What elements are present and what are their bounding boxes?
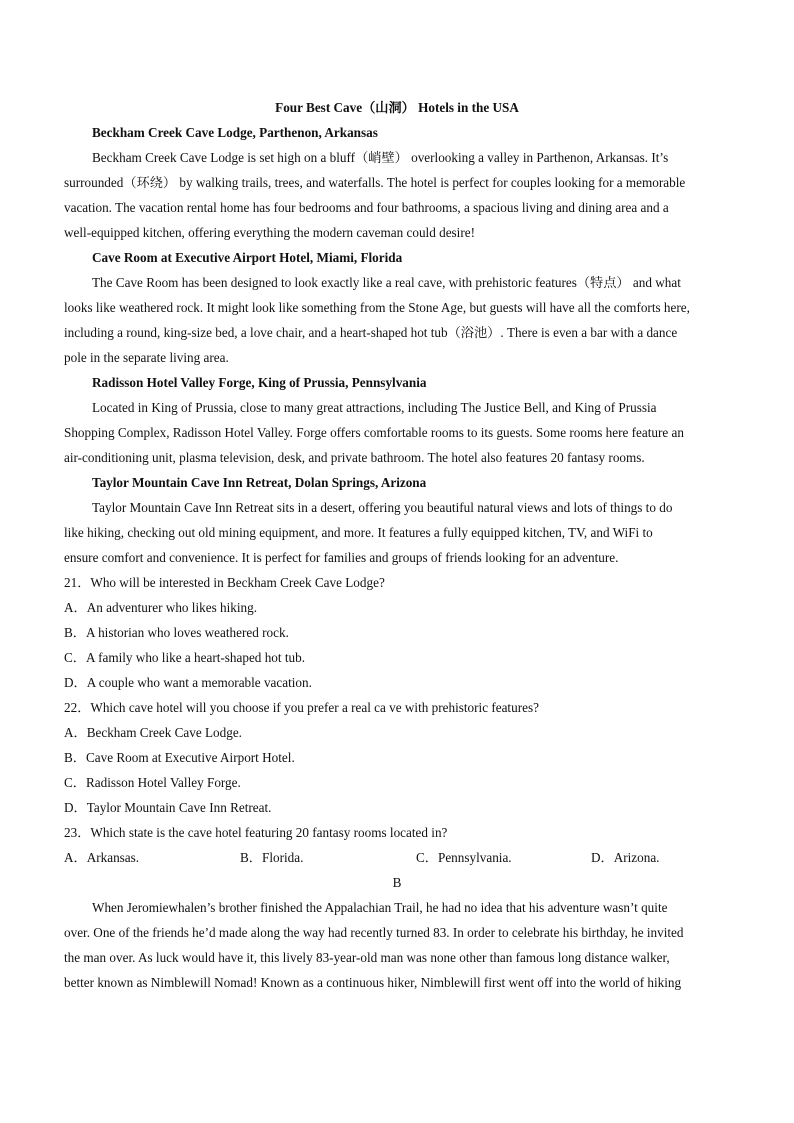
hotel-2-line-4: pole in the separate living area. <box>64 350 229 365</box>
question-23-options <box>64 845 744 870</box>
question-22-option-d[interactable]: D．Taylor Mountain Cave Inn Retreat. <box>64 800 272 815</box>
hotel-1-line-4: well-equipped kitchen, offering everything the modern caveman could desire! <box>64 225 475 240</box>
question-21-stem: 21．Who will be interested in Beckham Creek Cave Lodge? <box>64 575 385 590</box>
question-21-option-c[interactable]: C．A family who like a heart-shaped hot tub. <box>64 650 305 665</box>
hotel-3-line-2: Shopping Complex, Radisson Hotel Valley. Forge offers comfortable rooms to its guests. Some rooms here feature an <box>64 425 684 440</box>
hotel-1-heading: Beckham Creek Cave Lodge, Parthenon, Arkansas <box>92 125 378 140</box>
question-22-option-a[interactable]: A．Beckham Creek Cave Lodge. <box>64 725 242 740</box>
question-23-option-c[interactable]: C．Pennsylvania. <box>416 850 512 865</box>
hotel-4-heading: Taylor Mountain Cave Inn Retreat, Dolan Springs, Arizona <box>92 475 427 490</box>
hotel-3-heading: Radisson Hotel Valley Forge, King of Prussia, Pennsylvania <box>92 375 427 390</box>
hotel-3-line-1: Located in King of Prussia, close to many great attractions, including The Justice Bell, and King of Prussia <box>92 400 657 415</box>
section-b-line-2: over. One of the friends he’d made along the way had recently turned 83. In order to celebrate his birthday, he invited <box>64 925 684 940</box>
hotel-2-line-2: looks like weathered rock. It might look like something from the Stone Age, but guests will have all the comforts here, <box>64 300 690 315</box>
hotel-1-line-1: Beckham Creek Cave Lodge is set high on a bluff（峭壁） overlooking a valley in Parthenon, Arkansas. It’s <box>92 150 669 165</box>
section-b-line-3: the man over. As luck would have it, this lively 83-year-old man was none other than famous long distance walker, <box>64 950 670 965</box>
question-22-option-b[interactable]: B．Cave Room at Executive Airport Hotel. <box>64 750 295 765</box>
section-b-line-1: When Jeromiewhalen’s brother finished the Appalachian Trail, he had no idea that his adventure wasn’t quite <box>92 900 668 915</box>
question-23-stem: 23．Which state is the cave hotel featuring 20 fantasy rooms located in? <box>64 825 448 840</box>
question-23-option-a[interactable]: A．Arkansas. <box>64 850 140 865</box>
hotel-4-line-2: like hiking, checking out old mining equipment, and more. It features a fully equipped kitchen, TV, and WiFi to <box>64 525 653 540</box>
hotel-1-line-2: surrounded（环绕） by walking trails, trees, and waterfalls. The hotel is perfect for couples looking for a memorable <box>64 175 686 190</box>
question-22-stem: 22．Which cave hotel will you choose if you prefer a real ca ve with prehistoric features? <box>64 700 539 715</box>
section-b-label: B <box>392 875 402 890</box>
hotel-4-line-3: ensure comfort and convenience. It is perfect for families and groups of friends looking for an adventure. <box>64 550 619 565</box>
page-title: Four Best Cave（山洞） Hotels in the USA <box>275 100 519 115</box>
hotel-4-line-1: Taylor Mountain Cave Inn Retreat sits in a desert, offering you beautiful natural views and lots of things to do <box>92 500 673 515</box>
question-21-option-d[interactable]: D．A couple who want a memorable vacation. <box>64 675 312 690</box>
question-21-option-a[interactable]: A．An adventurer who likes hiking. <box>64 600 258 615</box>
hotel-2-heading: Cave Room at Executive Airport Hotel, Miami, Florida <box>92 250 403 265</box>
question-23-option-d[interactable]: D．Arizona. <box>591 850 660 865</box>
hotel-3-line-3: air-conditioning unit, plasma television, desk, and private bathroom. The hotel also features 20 fantasy rooms. <box>64 450 645 465</box>
question-21-option-b[interactable]: B．A historian who loves weathered rock. <box>64 625 289 640</box>
hotel-2-line-3: including a round, king-size bed, a love chair, and a heart-shaped hot tub（浴池）. There is even a bar with a dance <box>64 325 678 340</box>
section-b-line-4: better known as Nimblewill Nomad! Known as a continuous hiker, Nimblewill first went off into the world of hiking <box>64 975 682 990</box>
hotel-1-line-3: vacation. The vacation rental home has four bedrooms and four bathrooms, a spacious living and dining area and a <box>64 200 669 215</box>
question-23-option-b[interactable]: B．Florida. <box>240 850 304 865</box>
hotel-2-line-1: The Cave Room has been designed to look exactly like a real cave, with prehistoric features（特点） and what <box>92 275 681 290</box>
question-22-option-c[interactable]: C．Radisson Hotel Valley Forge. <box>64 775 241 790</box>
